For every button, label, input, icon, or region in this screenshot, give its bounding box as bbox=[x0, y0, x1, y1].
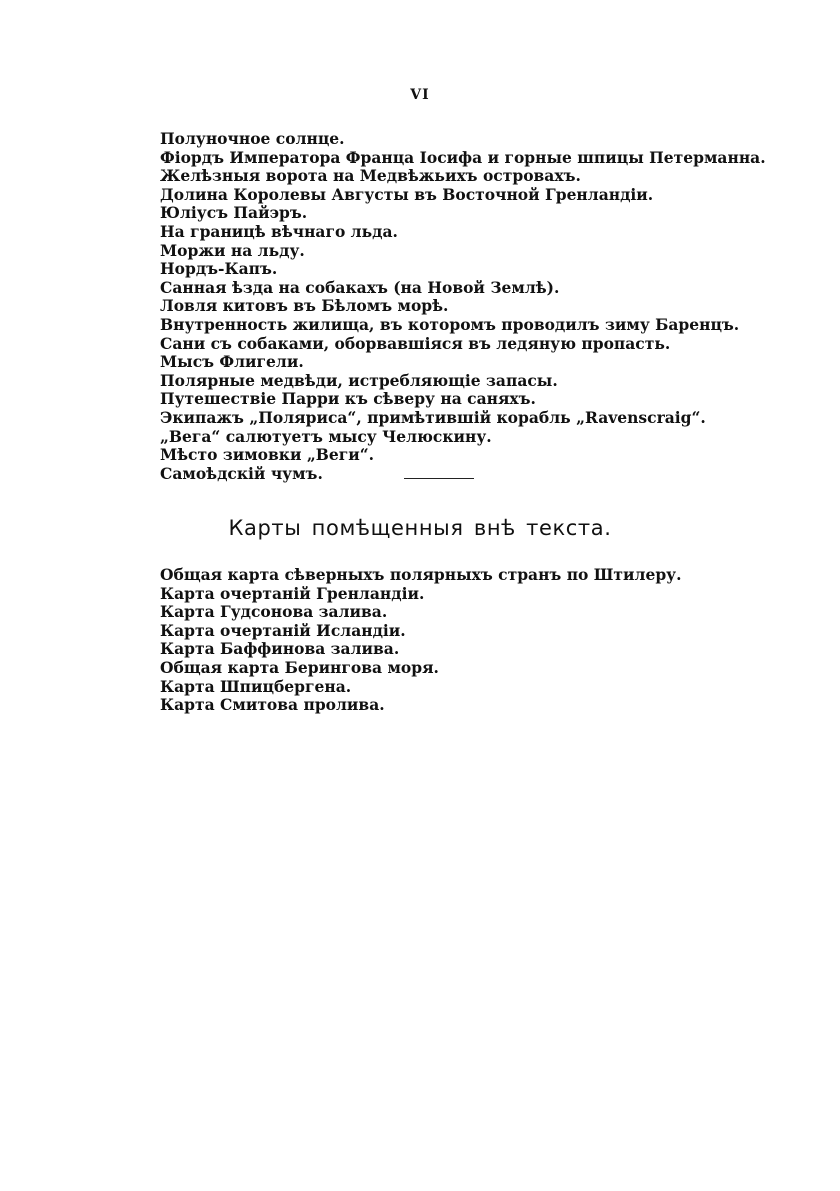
section-title: Карты помѣщенныя внѣ текста. bbox=[228, 516, 612, 540]
list-item: Юліусъ Пайэръ. bbox=[160, 203, 308, 223]
list-item: Карта очертаній Исландіи. bbox=[160, 620, 406, 640]
page-number: VI bbox=[410, 87, 430, 103]
list-item: Ловля китовъ въ Бѣломъ морѣ. bbox=[160, 296, 449, 316]
section-divider bbox=[404, 478, 474, 479]
list-item: Долина Королевы Августы въ Восточной Гренландіи. bbox=[160, 184, 654, 204]
list-item: Экипажъ „Поляриса“, примѣтившій корабль „Ravenscraig“. bbox=[160, 407, 706, 427]
list-item: Общая карта сѣверныхъ полярныхъ странъ по Штилеру. bbox=[160, 565, 682, 584]
list-item: Путешествіе Парри къ сѣверу на саняхъ. bbox=[160, 389, 536, 409]
list-item: Сани съ собаками, оборвавшіяся въ ледяную пропасть. bbox=[160, 333, 671, 353]
list-item: Карта очертаній Гренландіи. bbox=[160, 583, 425, 603]
list-item: Самоѣдскій чумъ. bbox=[160, 463, 323, 483]
list-item: Желѣзныя ворота на Медвѣжьихъ островахъ. bbox=[160, 166, 581, 186]
maps-list bbox=[160, 566, 681, 715]
list-item: На границѣ вѣчнаго льда. bbox=[160, 221, 398, 241]
list-item: Карта Баффинова залива. bbox=[160, 639, 400, 659]
list-item: Санная ѣзда на собакахъ (на Новой Землѣ). bbox=[160, 277, 560, 297]
list-item: Карта Гудсонова залива. bbox=[160, 602, 388, 622]
list-item: Общая карта Берингова моря. bbox=[160, 657, 439, 677]
list-item: Карта Смитова пролива. bbox=[160, 695, 385, 715]
illustrations-list bbox=[160, 130, 766, 483]
list-item: Полуночное солнце. bbox=[160, 129, 345, 148]
list-item: Внутренность жилища, въ которомъ проводилъ зиму Баренцъ. bbox=[160, 314, 740, 334]
list-item: Фіордъ Императора Франца Іосифа и горные шпицы Петерманна. bbox=[160, 147, 766, 167]
list-item: „Вега“ салютуетъ мысу Челюскину. bbox=[160, 426, 492, 446]
list-item: Моржи на льду. bbox=[160, 240, 305, 260]
list-item: Мѣсто зимовки „Веги“. bbox=[160, 445, 375, 465]
list-item: Карта Шпицбергена. bbox=[160, 676, 352, 696]
list-item: Мысъ Флигели. bbox=[160, 352, 304, 372]
list-item: Нордъ-Капъ. bbox=[160, 259, 278, 279]
list-item: Полярные медвѣди, истребляющіе запасы. bbox=[160, 370, 558, 390]
